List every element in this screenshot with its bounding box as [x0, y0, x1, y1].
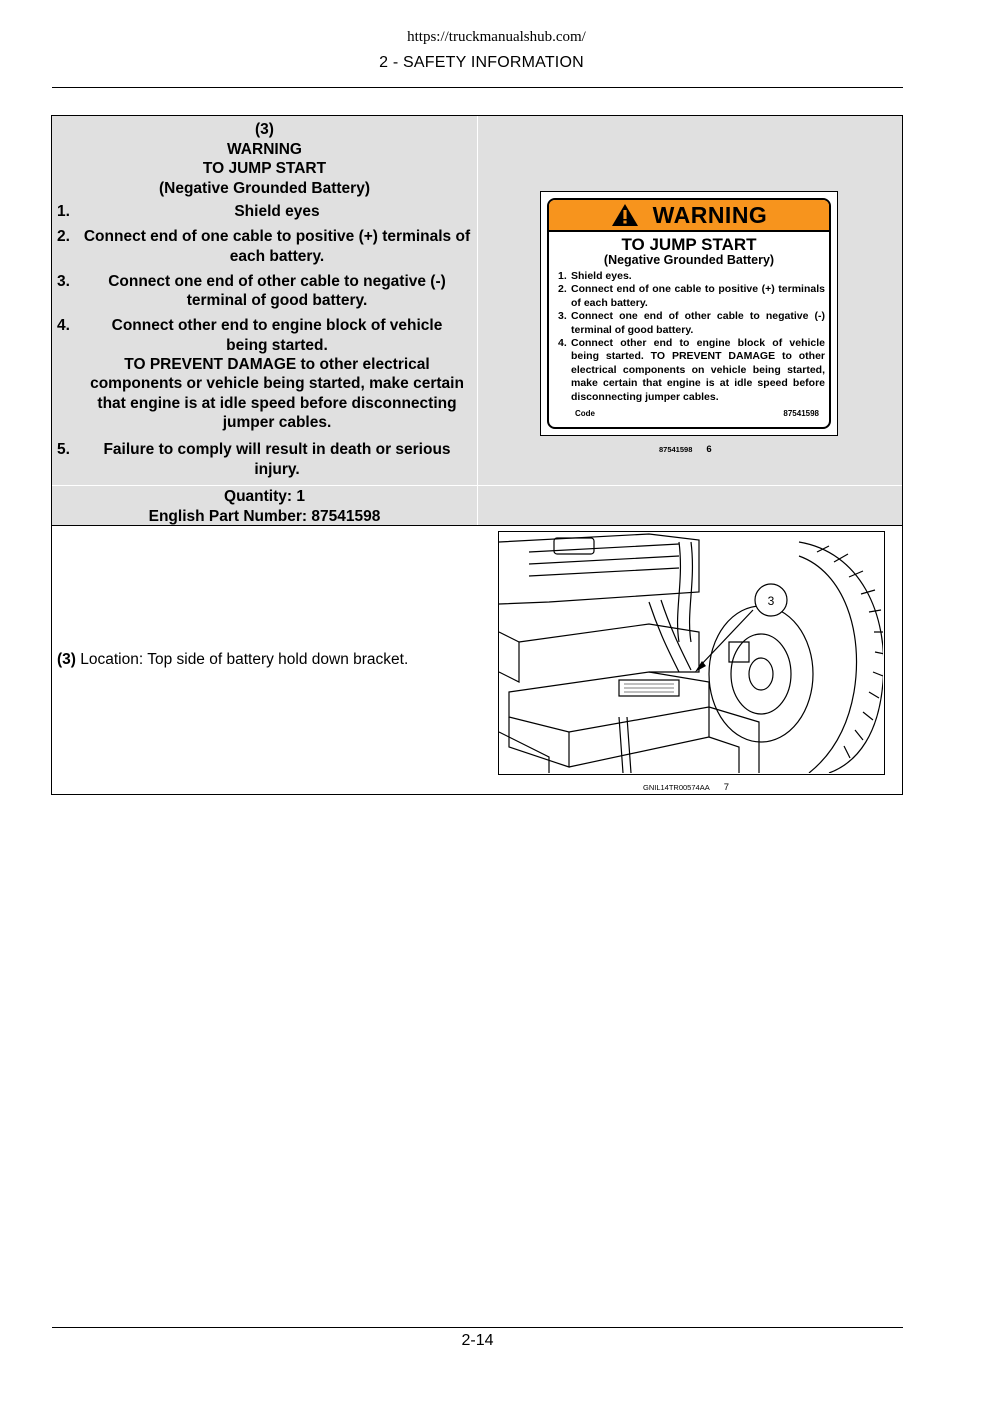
quantity-block — [52, 486, 477, 526]
decal-instructions — [549, 267, 829, 404]
step-item — [52, 316, 477, 432]
decal-frame — [547, 198, 831, 429]
step-item — [52, 227, 477, 266]
step-number: 5. — [57, 441, 70, 459]
section-title: 2 - SAFETY INFORMATION — [379, 54, 584, 71]
quantity-row — [52, 486, 902, 526]
step-item — [52, 272, 477, 311]
decal-item-number: 4. — [558, 337, 567, 350]
decal-text-cell — [52, 116, 478, 485]
decal-item-text: Connect one end of other cable to negative (-) terminal of good battery. — [571, 310, 825, 336]
location-row — [52, 526, 902, 794]
decal-item-number: 3. — [558, 310, 567, 323]
step-text: Connect other end to engine block of vehicle being started. — [111, 317, 443, 354]
quantity: Quantity: 1 — [224, 488, 305, 505]
source-url: https://truckmanualshub.com/ — [407, 29, 586, 45]
decal-ref: (3) — [255, 121, 274, 138]
decal-title: TO JUMP START — [621, 235, 757, 254]
figure-number: 6 — [706, 444, 712, 455]
part-number: English Part Number: 87541598 — [148, 507, 381, 525]
warning-title: TO JUMP START — [202, 160, 327, 177]
step-text: Connect end of one cable to positive (+) terminals of each battery. — [83, 228, 471, 265]
decal-image-cell — [478, 116, 902, 485]
step-item — [52, 440, 477, 479]
quantity-empty-cell — [478, 486, 902, 525]
step-number: 4. — [57, 317, 70, 335]
figure-number: 7 — [723, 782, 730, 793]
location-text-cell — [52, 526, 478, 794]
tractor-line-drawing — [499, 532, 883, 773]
location-description: Location: Top side of battery hold down bracket. — [80, 651, 409, 668]
step-extra-text: TO PREVENT DAMAGE to other electrical components or vehicle being started, make certain that engine is at idle speed before disconnecting jumper cables. — [90, 356, 464, 431]
decal-item-text: Connect end of one cable to positive (+) terminals of each battery. — [571, 283, 825, 309]
decal-caption — [659, 444, 712, 455]
photo-caption — [643, 782, 729, 793]
decal-signal-word: WARNING — [652, 201, 768, 228]
page-number: 2-14 — [461, 1332, 494, 1349]
decal-item-number: 2. — [558, 283, 567, 296]
step-text: Shield eyes — [234, 203, 320, 220]
location-image-cell — [478, 526, 902, 794]
location-ref: (3) — [57, 651, 76, 668]
decal-subtitle: (Negative Grounded Battery) — [603, 253, 775, 267]
header-rule — [52, 87, 903, 88]
step-text: Failure to comply will result in death or serious injury. — [103, 441, 451, 478]
decal-caption-id: 87541598 — [659, 445, 693, 454]
decal-code-value: 87541598 — [783, 409, 819, 418]
callout-number: 3 — [767, 594, 775, 608]
decal-item — [558, 337, 825, 404]
location-text — [57, 651, 408, 669]
decal-item — [558, 310, 825, 337]
decal-item — [558, 270, 825, 283]
step-item — [52, 202, 477, 221]
footer-rule — [52, 1327, 903, 1328]
decal-row — [52, 116, 902, 486]
warning-heading — [52, 116, 477, 198]
decal-item-text: Connect other end to engine block of vehicle being started. TO PREVENT DAMAGE to other electrical components on vehicle being started, make certain that engine is at idle speed before disconnecting jumper cables. — [571, 337, 825, 403]
step-number: 2. — [57, 228, 70, 246]
step-text: Connect one end of other cable to negative (-) terminal of good battery. — [108, 272, 446, 310]
quantity-cell — [52, 486, 478, 525]
decal-item-number: 1. — [558, 270, 567, 282]
decal-item-text: Shield eyes. — [571, 270, 632, 282]
decal-signal-band — [549, 200, 829, 232]
step-number: 1. — [57, 203, 70, 220]
warning-triangle-icon — [611, 203, 639, 227]
decal-item — [558, 283, 825, 310]
step-text-block — [81, 316, 477, 432]
step-number: 3. — [57, 272, 70, 290]
warning-decal-image — [540, 191, 838, 436]
photo-caption-id: GNIL14TR00574AA — [643, 783, 710, 792]
decal-code-label: Code — [575, 409, 595, 418]
signal-word: WARNING — [227, 140, 302, 158]
warning-subtitle: (Negative Grounded Battery) — [158, 179, 370, 197]
decal-code-line — [575, 409, 819, 418]
battery-location-illustration — [498, 531, 885, 775]
decal-table — [51, 115, 903, 795]
